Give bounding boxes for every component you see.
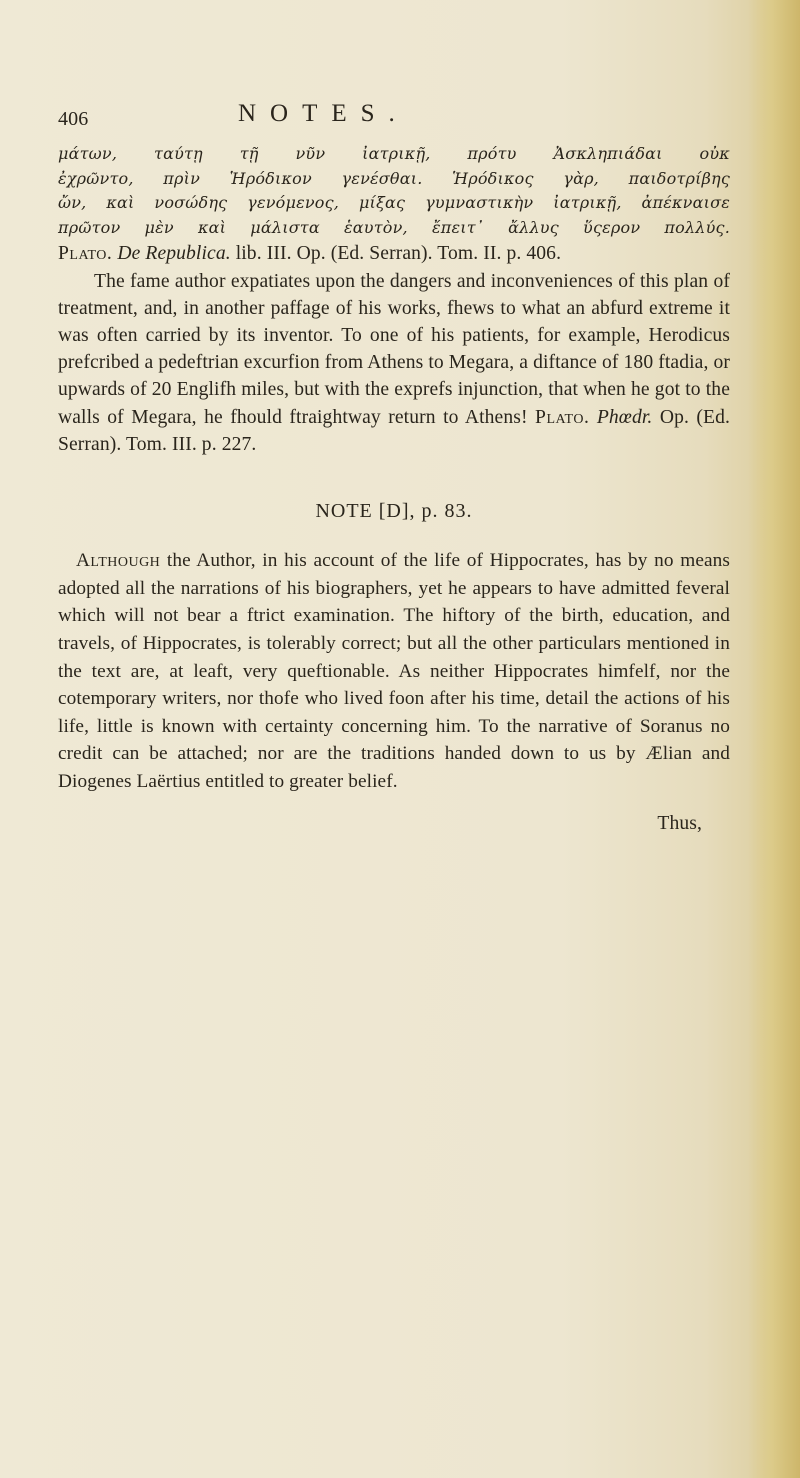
greek-quote-line: ὤν, καὶ νοσώδης γενόμενος, μίξας γυμναστικὴν ἰατρικῇ, ἀπέκναισε [58, 193, 730, 213]
paragraph-text: The fame author expatiates upon the dangers and inconveniences of this plan of treatment, and, in another paffage of his works, fhews to what an abfurd extreme it was often carried by its inventor. To one of his patients, for example, Herodicus prefcribed a pedeftrian excurfion from Athens to Megara, a diftance of 180 ftadia, or upwards of 20 Englifh miles, but with the exprefs injunction, that when he got to the walls of Megara, he fhould ftraightway return to Athens! [58, 270, 730, 428]
greek-quote-line: μάτων, ταύτῃ τῇ νῦν ἰατρικῇ, πρότυ Ἀσκληπιάδαι οὐκ [58, 144, 730, 163]
paragraph-herodicus [58, 268, 730, 458]
page-header [58, 96, 730, 142]
page-edge-shading [748, 0, 800, 1478]
citation-author: Plato. [58, 243, 113, 265]
note-heading: NOTE [D], p. 83. [315, 500, 473, 522]
citation-work: Phœdr. [596, 406, 653, 428]
catchword: Thus, [657, 812, 702, 834]
citation-author: Plato. [535, 406, 590, 428]
running-head: NOTES. [238, 100, 409, 127]
paragraph-lead-word: Although [76, 550, 161, 572]
citation-details: Op. (Ed. Serran). Tom. III. p. 227. [58, 406, 731, 455]
page-number: 406 [58, 108, 89, 130]
paragraph-text: the Author, in his account of the life of Hippocrates, has by no means adopted all the narrations of his biographers, yet he appears to have admitted feveral which will not bear a ftrict examination. The hiftory of the birth, education, and travels, of Hippocrates, is tolerably correct; but all the other particulars mentioned in the text are, at leaft, very queftionable. As neither Hippocrates himfelf, nor the cotemporary writers, nor thofe who lived foon after his time, detail the actions of his life, little is known with certainty concerning him. To the narrative of Soranus no credit can be attached; nor are the traditions handed down to us by Ælian and Diogenes Laërtius entitled to greater belief. [58, 550, 730, 792]
citation-details: lib. III. Op. (Ed. Serran). Tom. [235, 243, 479, 265]
greek-quote-line: πρῶτον μὲν καὶ μάλιστα ἑαυτὸν, ἔπειτ᾽ ἄλλυς ὕςερον πολλύς. [58, 217, 730, 237]
citation-details-cont: II. p. 406. [483, 243, 562, 265]
citation-work: De Republica. [117, 243, 231, 265]
greek-quote-line: ἐχρῶντο, πρὶν Ἡρόδικον γενέσθαι. Ἡρόδικος γὰρ, παιδοτρίβης [58, 168, 730, 188]
citation-plato-republic [58, 240, 730, 267]
page-text-block [58, 96, 730, 837]
paragraph-note-d [58, 547, 730, 795]
